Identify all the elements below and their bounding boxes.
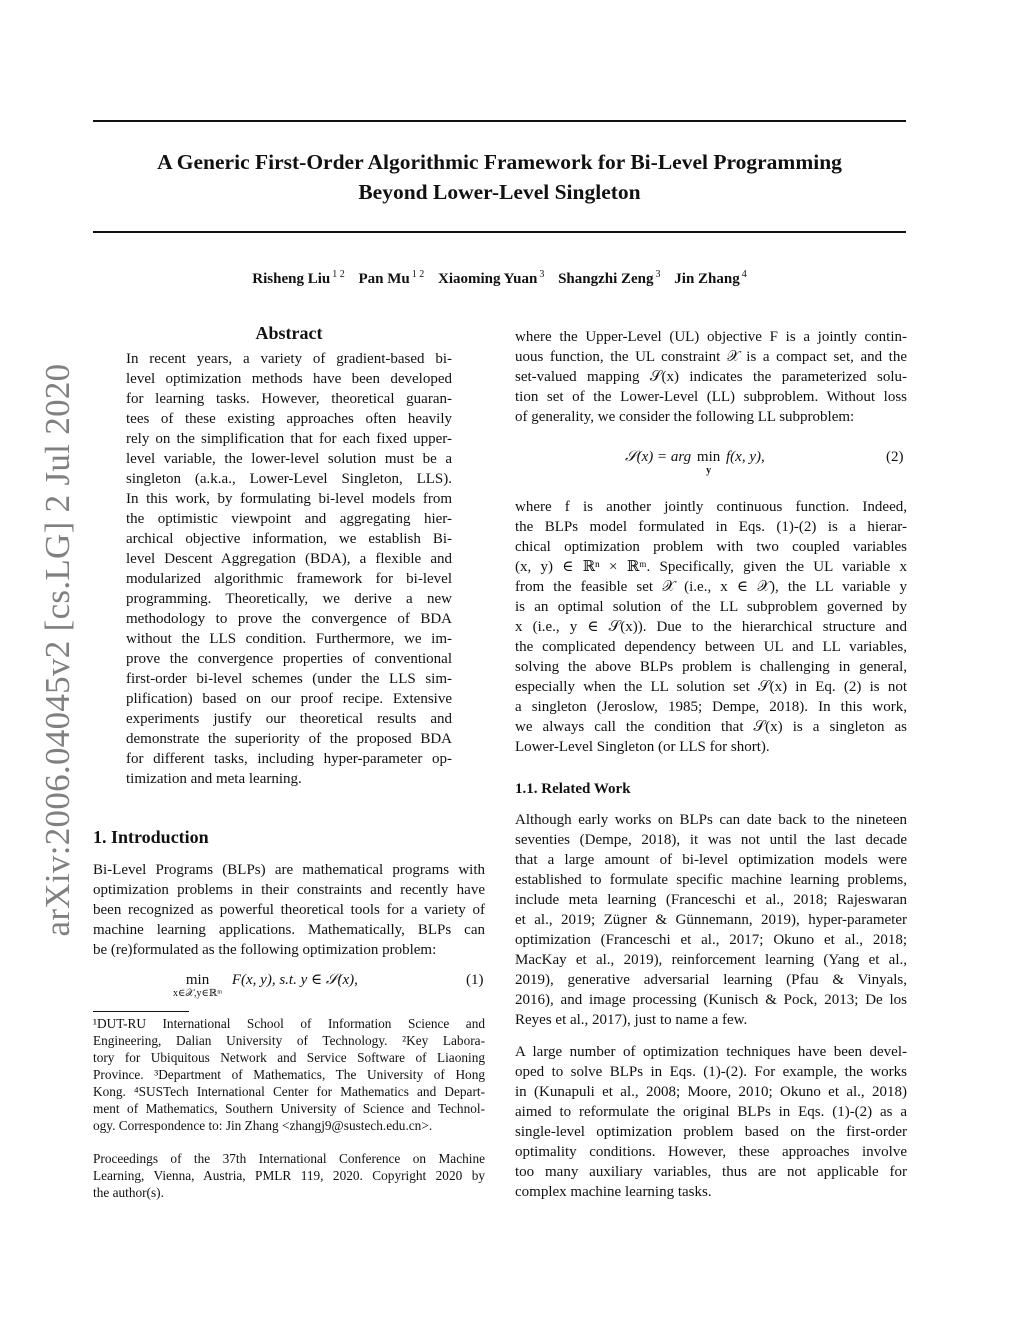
text-line: optimality conditions. However, these approaches involve [515,1144,907,1160]
text-line: experiments justify our theoretical results and [126,711,452,727]
equation-1: min x∈𝒳,y∈ℝᵐ F(x, y), s.t. y ∈ 𝒮(x), [173,972,358,999]
text-line: ogy. Correspondence to: Jin Zhang <zhangj9@sustech.edu.cn>. [93,1118,433,1133]
text-line: especially when the LL solution set 𝒮(x) in Eq. (2) is not [515,679,907,695]
arxiv-stamp: arXiv:2006.04045v2 [cs.LG] 2 Jul 2020 [38,363,77,937]
text-line: aimed to reformulate the original BLPs in Eqs. (1)-(2) as a [515,1104,907,1120]
text-line: include meta learning (Franceschi et al., 2018; Rajeswaran [515,892,907,908]
equation-1-number: (1) [466,972,484,988]
text-line: Kong. ⁴SUSTech International Center for Mathematics and Depart- [93,1084,485,1099]
text-line: plification) based on our proof recipe. Extensive [126,691,452,707]
text-line: single-level optimization problem based on the first-order [515,1124,907,1140]
author: Shangzhi Zeng $^3$ [558,269,661,287]
paper-title-line2: Beyond Lower-Level Singleton [358,180,641,204]
author: Pan Mu $^{1 2}$ [358,269,425,287]
text-line: level optimization methods have been developed [126,371,452,387]
text-line: Reyes et al., 2017), just to name a few. [515,1012,748,1028]
author-list [93,265,906,289]
text-line: singleton (a.k.a., Lower-Level Singleton, LLS). [126,471,452,487]
text-line: is an optimal solution of the LL subproblem governed by [515,599,907,615]
right-paragraph-1 [515,327,907,427]
text-line: set-valued mapping 𝒮(x) indicates the parameterized solu- [515,369,907,385]
text-line: tory for Ubiquitous Network and Service Software of Liaoning [93,1050,485,1065]
text-line: where the Upper-Level (UL) objective F is a jointly contin- [515,329,907,345]
text-line: from the feasible set 𝒳 (i.e., x ∈ 𝒳), the LL variable y [515,579,907,595]
abstract-body [126,349,452,789]
text-line: too many auxiliary variables, thus are not applicable for [515,1164,907,1180]
related-work-paragraph-1 [515,810,907,1030]
text-line: solving the above BLPs problem is challenging in general, [515,659,907,675]
paper-title-line1: A Generic First-Order Algorithmic Framework for Bi-Level Programming [157,150,842,174]
text-line: established to formulate specific machine learning problems, [515,872,907,888]
title-rule-bottom [93,231,906,233]
text-line: x (i.e., y ∈ 𝒮(x)). Due to the hierarchical structure and [515,619,907,635]
text-line: ment of Mathematics, Southern University of Science and Technol- [93,1101,485,1116]
text-line: programming. Theoretically, we derive a new [126,591,452,607]
text-line: Learning, Vienna, Austria, PMLR 119, 2020. Copyright 2020 by [93,1168,485,1183]
abstract-heading: Abstract [255,323,323,343]
text-line: optimization (Franceschi et al., 2017; Okuno et al., 2018; [515,932,907,948]
text-line: modularized algorithmic framework for bi-level [126,571,452,587]
text-line: methodology to prove the convergence of BDA [126,611,452,627]
text-line: that a large amount of bi-level optimization models were [515,852,907,868]
text-line: the author(s). [93,1185,164,1200]
text-line: been recognized as powerful theoretical tools for a variety of [93,902,485,918]
text-line: A large number of optimization techniques have been devel- [515,1044,907,1060]
text-line: where f is another jointly continuous function. Indeed, [515,499,907,515]
text-line: demonstrate the superiority of the proposed BDA [126,731,452,747]
text-line: complex machine learning tasks. [515,1184,712,1200]
section-heading-introduction: 1. Introduction [93,827,209,847]
intro-paragraph [93,860,485,960]
text-line: MacKay et al., 2019), reinforcement learning (Yang et al., [515,952,907,968]
related-work-paragraph-2 [515,1042,907,1202]
text-line: a singleton (Jeroslow, 1985; Dempe, 2018). In this work, [515,699,907,715]
text-line: level Descent Aggregation (BDA), a flexible and [126,551,452,567]
text-line: for learning tasks. However, theoretical guaran- [126,391,452,407]
equation-2-number: (2) [886,449,904,465]
text-line: Proceedings of the 37th International Conference on Machine [93,1151,485,1166]
text-line: oped to solve BLPs in Eqs. (1)-(2). For example, the works [515,1064,907,1080]
text-line: In this work, by formulating bi-level models from [126,491,452,507]
text-line: machine learning applications. Mathematically, BLPs can [93,922,485,938]
text-line: we always call the condition that 𝒮(x) is a singleton as [515,719,907,735]
text-line: Bi-Level Programs (BLPs) are mathematical programs with [93,862,485,878]
text-line: ¹DUT-RU International School of Information Science and [93,1016,485,1031]
proceedings-note [93,1150,485,1201]
text-line: chical optimization problem with two coupled variables [515,539,907,555]
text-line: rely on the simplification that for each fixed upper- [126,431,452,447]
affiliation-footnote [93,1015,485,1134]
text-line: (x, y) ∈ ℝⁿ × ℝᵐ. Specifically, given the UL variable x [515,559,907,575]
text-line: 2019), generative adversarial learning (Pfau & Vinyals, [515,972,907,988]
equation-2: 𝒮(x) = arg min y f(x, y), [625,449,765,476]
text-line: uous function, the UL constraint 𝒳 is a compact set, and the [515,349,907,365]
text-line: Although early works on BLPs can date back to the nineteen [515,812,907,828]
text-line: tion set of the Lower-Level (LL) subproblem. Without loss [515,389,907,405]
title-rule-top [93,120,906,122]
text-line: for different tasks, including hyper-parameter op- [126,751,452,767]
text-line: the BLPs model formulated in Eqs. (1)-(2) is a hierar- [515,519,907,535]
text-line: without the LLS condition. Furthermore, we im- [126,631,452,647]
text-line: Engineering, Dalian University of Technology. ²Key Labora- [93,1033,485,1048]
text-line: timization and meta learning. [126,771,302,787]
text-line: Lower-Level Singleton (or LLS for short). [515,739,770,755]
right-paragraph-2 [515,497,907,757]
text-line: archical objective information, we establish Bi- [126,531,452,547]
footnote-rule [93,1011,189,1012]
text-line: Province. ³Department of Mathematics, The University of Hong [93,1067,485,1082]
text-line: seventies (Dempe, 2018), it was not until the last decade [515,832,907,848]
text-line: in (Kunapuli et al., 2008; Moore, 2010; Okuno et al., 2018) [515,1084,907,1100]
author: Jin Zhang $^4$ [674,269,747,287]
text-line: optimization problems in their constraints and recently have [93,882,485,898]
text-line: be (re)formulated as the following optimization problem: [93,942,437,958]
text-line: first-order bi-level schemes (under the LLS sim- [126,671,452,687]
text-line: tees of these existing approaches often heavily [126,411,452,427]
author: Risheng Liu $^{1 2}$ [252,269,345,287]
text-line: the complicated dependency between UL and LL variables, [515,639,907,655]
text-line: level variable, the lower-level solution must be a [126,451,452,467]
text-line: of generality, we consider the following LL subproblem: [515,409,855,425]
text-line: the optimistic viewpoint and aggregating hier- [126,511,452,527]
text-line: et al., 2019; Zügner & Günnemann, 2019), hyper-parameter [515,912,907,928]
author: Xiaoming Yuan $^3$ [437,269,545,287]
text-line: prove the convergence properties of conventional [126,651,452,667]
text-line: In recent years, a variety of gradient-based bi- [126,351,452,367]
subsection-heading-related-work: 1.1. Related Work [515,781,631,797]
text-line: 2016), and image processing (Kunisch & Pock, 2013; De los [515,992,907,1008]
